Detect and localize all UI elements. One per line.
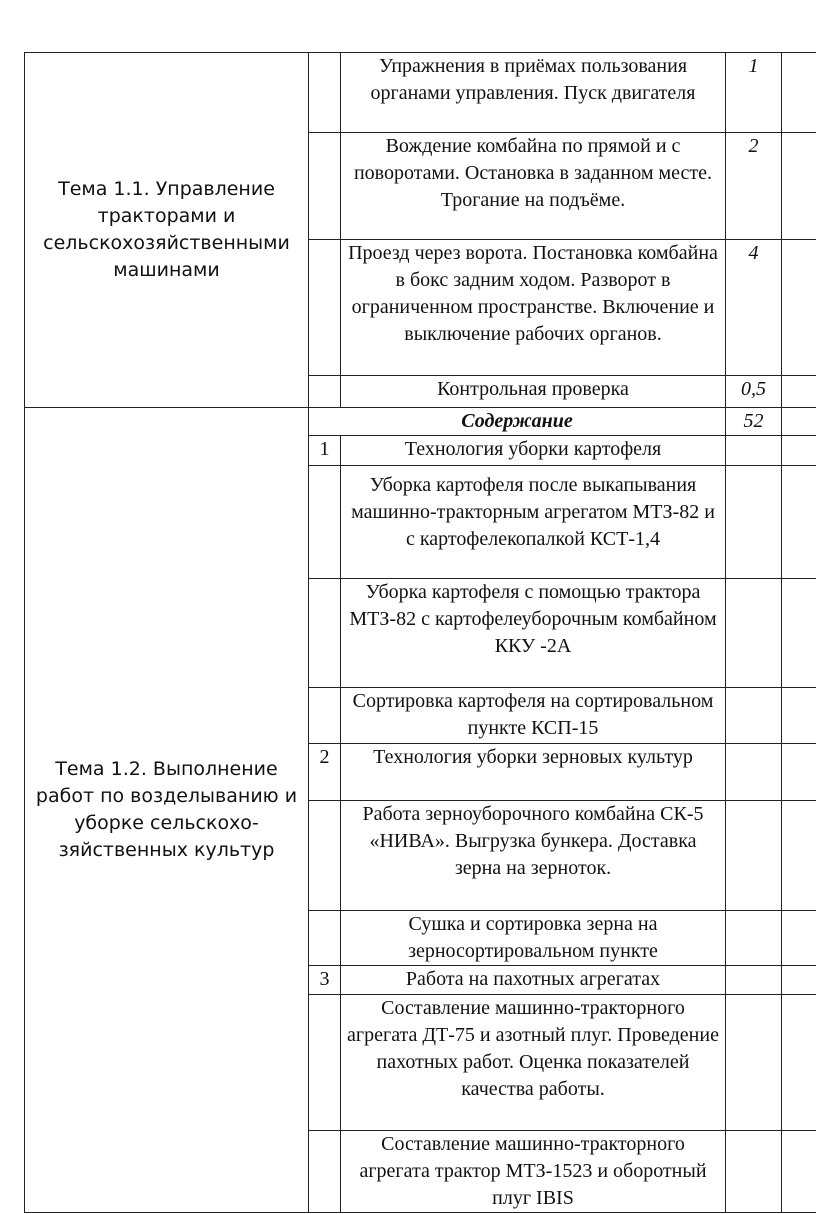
lesson-description: Вождение комбайна по прямой и с поворотами. Остановка в заданном месте. Трогание на подъёме.	[341, 133, 726, 240]
empty-cell	[782, 966, 816, 995]
row-number	[309, 688, 341, 744]
empty-cell	[782, 240, 816, 376]
lesson-description: Технология уборки зерновых культур	[341, 744, 726, 801]
lesson-description: Сортировка картофеля на сортировальном пункте КСП-15	[341, 688, 726, 744]
lesson-description: Работа зерноуборочного комбайна СК-5 «НИВА». Выгрузка бункера. Доставка зерна на зерноток.	[341, 801, 726, 911]
lesson-description: Упражнения в приёмах пользования органами управления. Пуск двигателя	[341, 53, 726, 133]
row-number	[309, 801, 341, 911]
hours-value	[726, 466, 782, 579]
hours-value: 52	[726, 408, 782, 436]
row-number	[309, 579, 341, 688]
hours-value	[726, 579, 782, 688]
hours-value: 4	[726, 240, 782, 376]
empty-cell	[782, 911, 816, 966]
table-row	[25, 53, 816, 133]
row-number	[309, 1131, 341, 1213]
row-number	[309, 53, 341, 133]
row-number: 3	[309, 966, 341, 995]
hours-value	[726, 436, 782, 466]
hours-value	[726, 801, 782, 911]
lesson-description: Проезд через ворота. Постановка комбайна в бокс задним ходом. Разворот в ограниченном пространстве. Включение и выключение рабочих органов.	[341, 240, 726, 376]
section-heading: Содержание	[309, 408, 726, 436]
empty-cell	[782, 133, 816, 240]
empty-cell	[782, 579, 816, 688]
lesson-description: Составление машинно-тракторного агрегата ДТ-75 и азотный плуг. Проведение пахотных работ. Оценка показателей качества работы.	[341, 995, 726, 1131]
hours-value	[726, 911, 782, 966]
hours-value	[726, 688, 782, 744]
row-number	[309, 911, 341, 966]
empty-cell	[782, 995, 816, 1131]
hours-value	[726, 744, 782, 801]
empty-cell	[782, 801, 816, 911]
row-number	[309, 240, 341, 376]
empty-cell	[782, 376, 816, 408]
lesson-description: Сушка и сортировка зерна на зерносортировальном пункте	[341, 911, 726, 966]
hours-value	[726, 1131, 782, 1213]
empty-cell	[782, 688, 816, 744]
row-number	[309, 376, 341, 408]
lesson-description: Технология уборки картофеля	[341, 436, 726, 466]
empty-cell	[782, 1131, 816, 1213]
hours-value	[726, 995, 782, 1131]
table-row	[25, 408, 816, 436]
row-number	[309, 995, 341, 1131]
hours-value: 2	[726, 133, 782, 240]
hours-value: 1	[726, 53, 782, 133]
row-number: 1	[309, 436, 341, 466]
row-number	[309, 466, 341, 579]
empty-cell	[782, 408, 816, 436]
empty-cell	[782, 744, 816, 801]
lesson-description: Уборка картофеля после выкапывания машинно-тракторным агрегатом МТЗ-82 и с картофелекопалкой КСТ-1,4	[341, 466, 726, 579]
topic-title: Тема 1.2. Выполнение работ по возделыванию и уборке сельскохо-зяйственных культур	[25, 408, 309, 1213]
lesson-description: Контрольная проверка	[341, 376, 726, 408]
curriculum-table	[24, 52, 816, 1213]
lesson-description: Уборка картофеля с помощью трактора МТЗ-82 с картофелеуборочным комбайном ККУ -2А	[341, 579, 726, 688]
empty-cell	[782, 466, 816, 579]
empty-cell	[782, 53, 816, 133]
empty-cell	[782, 436, 816, 466]
hours-value	[726, 966, 782, 995]
lesson-description: Работа на пахотных агрегатах	[341, 966, 726, 995]
row-number: 2	[309, 744, 341, 801]
lesson-description: Составление машинно-тракторного агрегата трактор МТЗ-1523 и оборотный плуг IBIS	[341, 1131, 726, 1213]
hours-value: 0,5	[726, 376, 782, 408]
topic-title: Тема 1.1. Управление тракторами и сельскохозяйственными машинами	[25, 53, 309, 408]
row-number	[309, 133, 341, 240]
